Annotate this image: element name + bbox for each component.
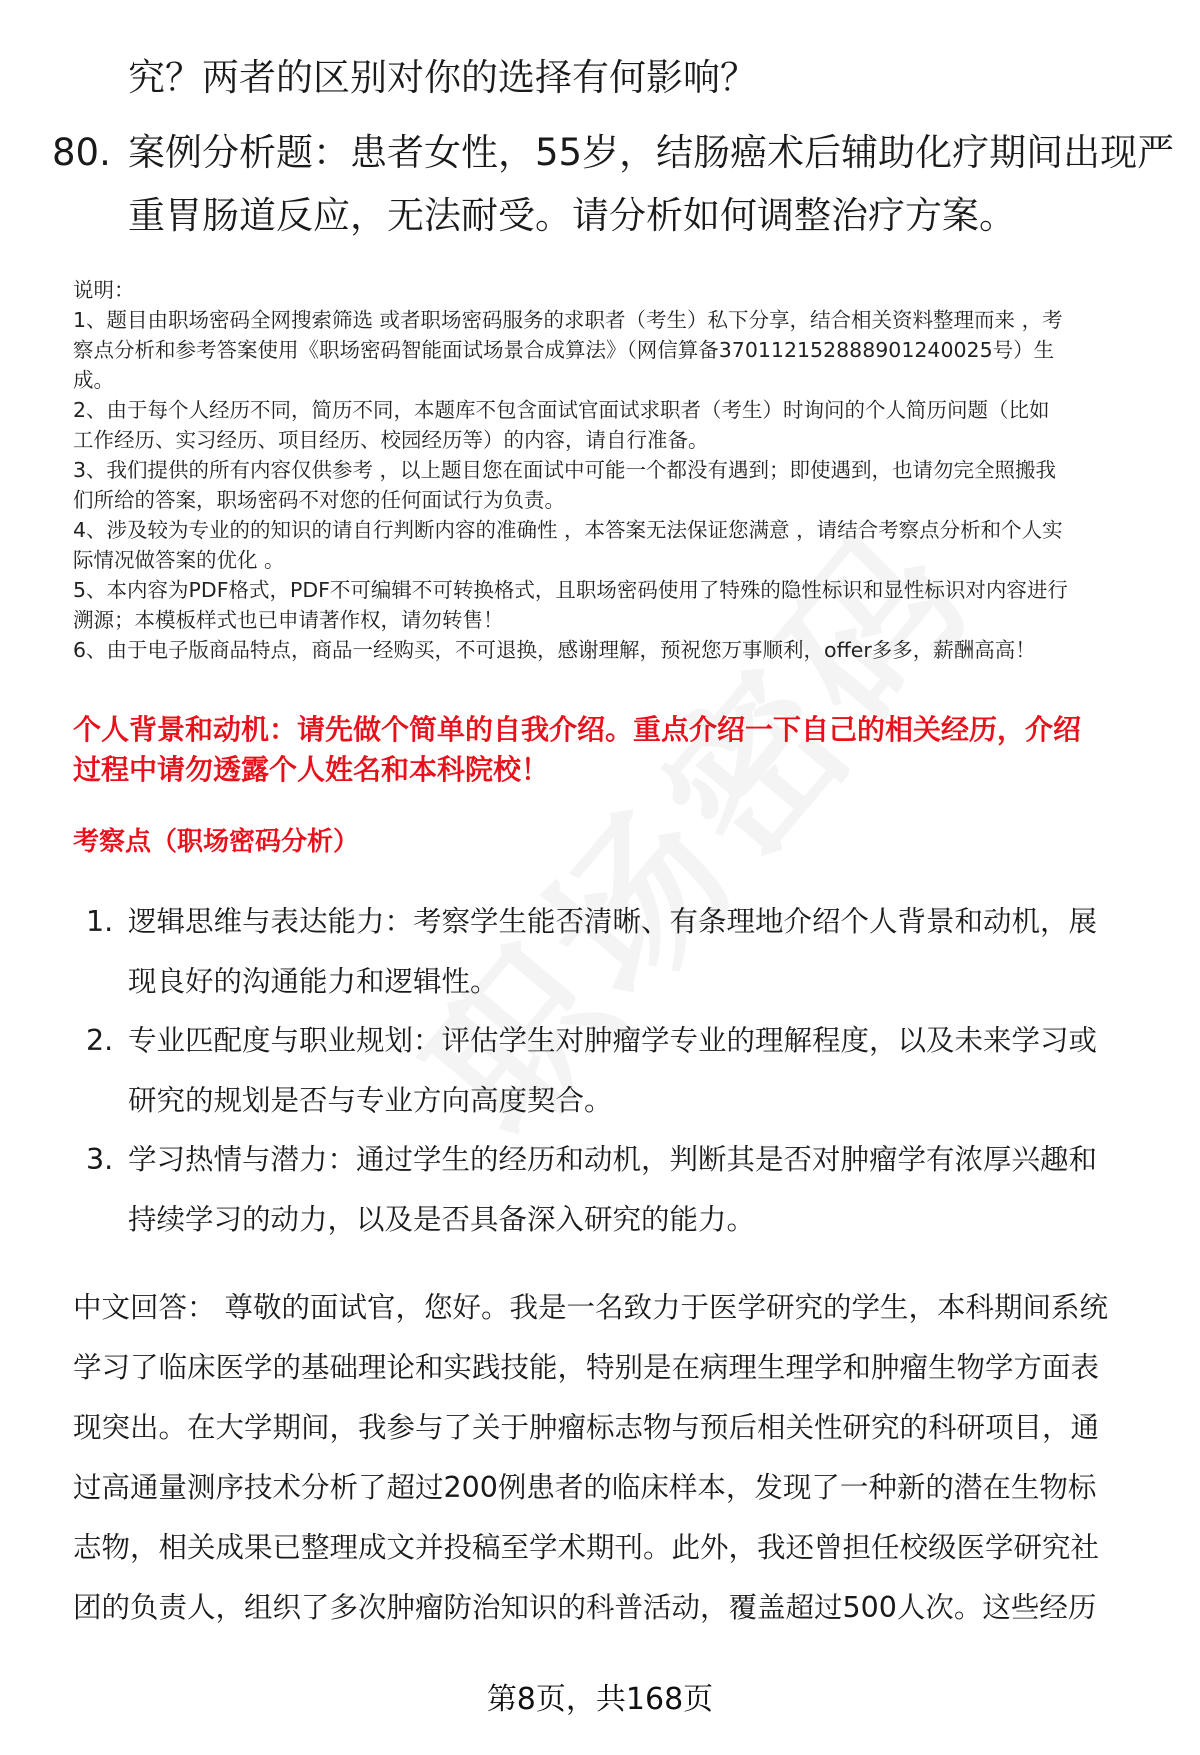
note-line: 2、由于每个人经历不同，简历不同，本题库不包含面试官面试求职者（考生）时询问的个人简历问题（比如 xyxy=(73,398,1050,422)
assessment-point-line: 专业匹配度与职业规划：评估学生对肿瘤学专业的理解程度，以及未来学习或 xyxy=(128,1024,1098,1057)
answer-line: 中文回答： 尊敬的面试官，您好。我是一名致力于医学研究的学生，本科期间系统 xyxy=(73,1291,1109,1324)
note-line: 1、题目由职场密码全网搜索筛选 或者职场密码服务的求职者（考生）私下分享，结合相关资料整理而来 ，考 xyxy=(73,308,1063,332)
answer-line: 学习了临床医学的基础理论和实践技能，特别是在病理生理学和肿瘤生物学方面表 xyxy=(73,1351,1100,1384)
notes-title: 说明： xyxy=(73,278,135,302)
note-line: 6、由于电子版商品特点，商品一经购买，不可退换，感谢理解，预祝您万事顺利，offer多多，薪酬高高！ xyxy=(73,638,1036,662)
note-line: 4、涉及较为专业的的知识的请自行判断内容的准确性 ，本答案无法保证您满意 ，请结合考察点分析和个人实 xyxy=(73,518,1063,542)
assessment-point-number: 2. xyxy=(86,1024,114,1057)
note-line: 3、我们提供的所有内容仅供参考 ，以上题目您在面试中可能一个都没有遇到；即使遇到，也请勿完全照搬我 xyxy=(73,458,1057,482)
note-line: 们所给的答案，职场密码不对您的任何面试行为负责。 xyxy=(73,488,565,512)
answer-line: 现突出。在大学期间，我参与了关于肿瘤标志物与预后相关性研究的科研项目，通 xyxy=(73,1411,1100,1444)
assessment-point-line: 学习热情与潜力：通过学生的经历和动机，判断其是否对肿瘤学有浓厚兴趣和 xyxy=(128,1143,1098,1176)
question-line: 案例分析题：患者女性，55岁，结肠癌术后辅助化疗期间出现严 xyxy=(128,131,1175,174)
note-line: 成。 xyxy=(73,368,114,392)
assessment-point-number: 1. xyxy=(86,905,114,938)
assessment-title: 考察点（职场密码分析） xyxy=(73,827,360,857)
note-line: 工作经历、实习经历、项目经历、校园经历等）的内容，请自行准备。 xyxy=(73,428,709,452)
assessment-point-line: 逻辑思维与表达能力：考察学生能否清晰、有条理地介绍个人背景和动机，展 xyxy=(128,905,1098,938)
assessment-point-line: 现良好的沟通能力和逻辑性。 xyxy=(128,965,499,998)
answer-line: 团的负责人，组织了多次肿瘤防治知识的科普活动，覆盖超过500人次。这些经历 xyxy=(73,1591,1097,1624)
question-number: 80. xyxy=(52,131,111,174)
page-footer: 第8页，共168页 xyxy=(486,1682,714,1717)
question-line: 重胃肠道反应，无法耐受。请分析如何调整治疗方案。 xyxy=(128,194,1016,237)
assessment-point-number: 3. xyxy=(86,1143,114,1176)
assessment-point-line: 研究的规划是否与专业方向高度契合。 xyxy=(128,1084,613,1117)
answer-line: 志物，相关成果已整理成文并投稿至学术期刊。此外，我还曾担任校级医学研究社 xyxy=(73,1531,1100,1564)
previous-question-tail: 究？两者的区别对你的选择有何影响？ xyxy=(128,56,757,99)
note-line: 际情况做答案的优化 。 xyxy=(73,548,285,572)
notes-section xyxy=(73,275,1163,665)
note-line: 察点分析和参考答案使用《职场密码智能面试场景合成算法》（网信算备370112152888901240025号）生 xyxy=(73,338,1055,362)
note-line: 溯源；本模板样式也已申请著作权，请勿转售！ xyxy=(73,608,504,632)
assessment-point-line: 持续学习的动力，以及是否具备深入研究的能力。 xyxy=(128,1203,756,1236)
note-line: 5、本内容为PDF格式，PDF不可编辑不可转换格式，且职场密码使用了特殊的隐性标识和显性标识对内容进行 xyxy=(73,578,1068,602)
background-question-line: 过程中请勿透露个人姓名和本科院校！ xyxy=(73,753,550,786)
answer-line: 过高通量测序技术分析了超过200例患者的临床样本，发现了一种新的潜在生物标 xyxy=(73,1471,1097,1504)
background-question-line: 个人背景和动机：请先做个简单的自我介绍。重点介绍一下自己的相关经历，介绍 xyxy=(73,713,1082,746)
